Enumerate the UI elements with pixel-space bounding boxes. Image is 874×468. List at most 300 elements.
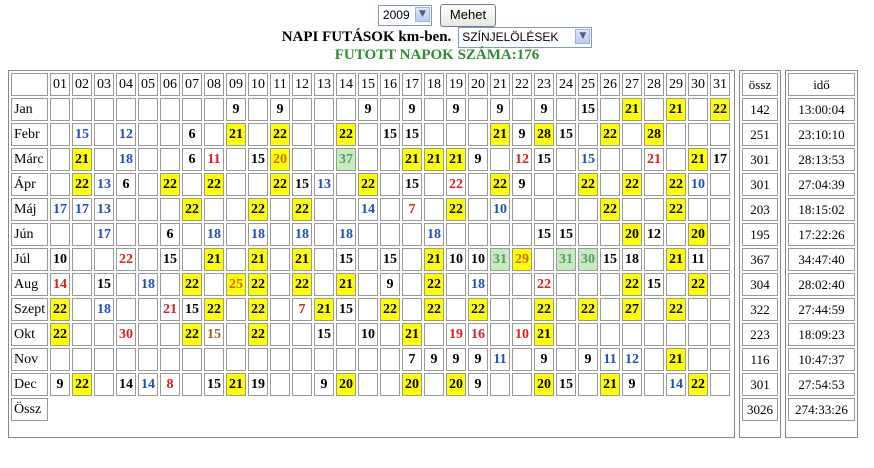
day-cell: 20 xyxy=(270,148,290,171)
day-header: 29 xyxy=(666,73,686,96)
month-row xyxy=(11,273,730,296)
day-cell: 20 xyxy=(446,373,466,396)
day-header: 26 xyxy=(600,73,620,96)
day-cell: 18 xyxy=(116,148,136,171)
day-cell: 15 xyxy=(556,223,576,246)
month-time: 27:54:53 xyxy=(788,373,855,396)
day-cell: 9 xyxy=(468,373,488,396)
day-cell xyxy=(578,373,598,396)
day-cell xyxy=(688,98,708,121)
day-cell: 9 xyxy=(226,98,246,121)
day-cell xyxy=(94,323,114,346)
day-cell: 16 xyxy=(468,323,488,346)
day-cell: 21 xyxy=(226,123,246,146)
day-cell xyxy=(358,373,378,396)
day-cell: 14 xyxy=(116,373,136,396)
day-cell xyxy=(182,248,202,271)
day-cell xyxy=(644,98,664,121)
day-cell: 22 xyxy=(666,173,686,196)
day-cell xyxy=(116,348,136,371)
page-title: NAPI FUTÁSOK km-ben. xyxy=(281,29,452,45)
day-cell xyxy=(468,198,488,221)
day-cell xyxy=(292,373,312,396)
mode-select[interactable] xyxy=(458,27,592,48)
day-cell xyxy=(270,223,290,246)
day-cell: 22 xyxy=(292,273,312,296)
day-cell xyxy=(600,273,620,296)
month-total: 251 xyxy=(742,123,778,146)
day-cell xyxy=(314,198,334,221)
day-cell xyxy=(490,273,510,296)
day-cell: 15 xyxy=(336,248,356,271)
day-cell: 10 xyxy=(446,248,466,271)
day-cell: 21 xyxy=(600,373,620,396)
day-cell: 30 xyxy=(116,323,136,346)
day-cell xyxy=(380,323,400,346)
day-cell xyxy=(644,298,664,321)
day-cell: 22 xyxy=(380,298,400,321)
day-cell: 22 xyxy=(446,173,466,196)
day-cell: 22 xyxy=(72,173,92,196)
day-cell: 22 xyxy=(182,323,202,346)
day-cell xyxy=(578,323,598,346)
day-cell: 21 xyxy=(490,123,510,146)
grand-time: 274:33:26 xyxy=(788,398,855,421)
day-cell: 21 xyxy=(666,98,686,121)
day-cell: 21 xyxy=(666,248,686,271)
day-cell xyxy=(94,148,114,171)
month-row xyxy=(11,348,730,371)
day-cell: 9 xyxy=(578,348,598,371)
day-cell: 22 xyxy=(424,298,444,321)
day-cell xyxy=(380,173,400,196)
day-header: 12 xyxy=(292,73,312,96)
day-cell xyxy=(270,348,290,371)
day-cell xyxy=(292,348,312,371)
month-row xyxy=(11,373,730,396)
day-cell: 9 xyxy=(446,98,466,121)
day-cell: 18 xyxy=(138,273,158,296)
month-name: Ápr xyxy=(11,173,48,196)
day-cell xyxy=(160,198,180,221)
day-cell xyxy=(248,98,268,121)
day-cell: 14 xyxy=(138,373,158,396)
day-cell xyxy=(600,98,620,121)
day-cell: 7 xyxy=(402,348,422,371)
day-cell: 15 xyxy=(72,123,92,146)
day-cell xyxy=(622,323,642,346)
day-cell xyxy=(270,323,290,346)
day-cell xyxy=(578,123,598,146)
day-cell: 17 xyxy=(72,198,92,221)
day-cell xyxy=(116,223,136,246)
day-cell: 18 xyxy=(204,223,224,246)
day-cell xyxy=(336,173,356,196)
day-cell: 9 xyxy=(380,273,400,296)
day-cell: 22 xyxy=(600,198,620,221)
day-cell xyxy=(314,223,334,246)
day-cell xyxy=(600,148,620,171)
go-button[interactable]: Mehet xyxy=(440,4,496,27)
day-cell xyxy=(490,373,510,396)
day-cell xyxy=(138,98,158,121)
day-cell: 7 xyxy=(402,198,422,221)
day-cell: 9 xyxy=(358,98,378,121)
day-cell xyxy=(94,123,114,146)
day-cell: 22 xyxy=(204,173,224,196)
day-cell xyxy=(534,248,554,271)
day-cell xyxy=(512,298,532,321)
day-cell xyxy=(336,348,356,371)
day-cell xyxy=(160,123,180,146)
day-header: 01 xyxy=(50,73,70,96)
month-name: Márc xyxy=(11,148,48,171)
day-cell: 12 xyxy=(512,148,532,171)
day-cell xyxy=(710,173,730,196)
day-cell: 17 xyxy=(710,148,730,171)
day-cell xyxy=(578,198,598,221)
day-cell xyxy=(468,123,488,146)
day-cell: 22 xyxy=(622,173,642,196)
day-cell xyxy=(204,273,224,296)
day-cell: 25 xyxy=(226,273,246,296)
day-header: 08 xyxy=(204,73,224,96)
day-cell: 21 xyxy=(314,298,334,321)
day-cell xyxy=(138,173,158,196)
day-cell: 15 xyxy=(556,373,576,396)
day-cell xyxy=(666,273,686,296)
day-cell xyxy=(226,198,246,221)
day-cell: 9 xyxy=(424,348,444,371)
day-cell: 20 xyxy=(534,373,554,396)
day-cell xyxy=(424,173,444,196)
day-cell xyxy=(160,323,180,346)
day-cell: 21 xyxy=(644,148,664,171)
day-cell: 9 xyxy=(534,98,554,121)
day-cell: 22 xyxy=(666,298,686,321)
day-cell: 9 xyxy=(490,98,510,121)
day-cell xyxy=(534,198,554,221)
day-header: 09 xyxy=(226,73,246,96)
day-header: 16 xyxy=(380,73,400,96)
day-cell: 27 xyxy=(622,298,642,321)
day-cell xyxy=(226,323,246,346)
day-header: 22 xyxy=(512,73,532,96)
day-cell: 15 xyxy=(314,323,334,346)
day-cell xyxy=(292,98,312,121)
day-cell xyxy=(182,173,202,196)
day-cell: 10 xyxy=(358,323,378,346)
day-cell: 22 xyxy=(578,173,598,196)
day-header: 18 xyxy=(424,73,444,96)
day-cell xyxy=(490,223,510,246)
day-cell: 22 xyxy=(666,198,686,221)
day-cell: 28 xyxy=(534,123,554,146)
day-cell xyxy=(314,123,334,146)
day-cell: 21 xyxy=(688,148,708,171)
day-cell xyxy=(72,323,92,346)
day-cell xyxy=(688,323,708,346)
day-cell xyxy=(314,248,334,271)
day-cell: 21 xyxy=(424,148,444,171)
day-cell xyxy=(226,173,246,196)
day-cell: 6 xyxy=(182,123,202,146)
month-time: 34:47:40 xyxy=(788,248,855,271)
day-cell: 22 xyxy=(182,273,202,296)
month-time: 23:10:10 xyxy=(788,123,855,146)
day-cell xyxy=(578,223,598,246)
month-name: Okt xyxy=(11,323,48,346)
month-name: Máj xyxy=(11,198,48,221)
day-cell: 13 xyxy=(314,173,334,196)
day-cell: 21 xyxy=(292,248,312,271)
day-cell: 13 xyxy=(94,198,114,221)
day-cell xyxy=(446,298,466,321)
day-cell: 37 xyxy=(336,148,356,171)
day-cell: 22 xyxy=(160,173,180,196)
daily-runs-table xyxy=(8,70,735,438)
day-cell xyxy=(468,173,488,196)
day-cell xyxy=(468,223,488,246)
day-cell xyxy=(710,323,730,346)
day-cell xyxy=(490,298,510,321)
day-cell: 20 xyxy=(688,223,708,246)
month-time: 27:44:59 xyxy=(788,298,855,321)
day-cell xyxy=(512,223,532,246)
day-cell: 9 xyxy=(50,373,70,396)
day-cell: 9 xyxy=(468,348,488,371)
day-cell: 22 xyxy=(534,273,554,296)
day-cell xyxy=(160,273,180,296)
day-cell: 20 xyxy=(402,373,422,396)
day-cell: 22 xyxy=(248,198,268,221)
day-cell: 15 xyxy=(578,98,598,121)
day-cell xyxy=(138,198,158,221)
day-cell xyxy=(160,148,180,171)
day-cell: 15 xyxy=(248,148,268,171)
day-cell xyxy=(336,323,356,346)
day-cell xyxy=(688,348,708,371)
day-cell: 7 xyxy=(292,298,312,321)
day-cell: 10 xyxy=(512,323,532,346)
day-header: 20 xyxy=(468,73,488,96)
month-time: 13:00:04 xyxy=(788,98,855,121)
day-cell xyxy=(72,98,92,121)
day-cell xyxy=(380,348,400,371)
day-cell: 22 xyxy=(358,173,378,196)
day-cell xyxy=(50,123,70,146)
day-cell xyxy=(358,348,378,371)
day-header: 05 xyxy=(138,73,158,96)
day-cell xyxy=(578,273,598,296)
day-cell xyxy=(314,348,334,371)
month-name: Júl xyxy=(11,248,48,271)
day-cell xyxy=(336,98,356,121)
day-cell: 22 xyxy=(600,123,620,146)
day-cell xyxy=(270,248,290,271)
day-cell: 15 xyxy=(600,248,620,271)
day-cell: 6 xyxy=(182,148,202,171)
month-time: 18:09:23 xyxy=(788,323,855,346)
day-cell: 11 xyxy=(688,248,708,271)
chevron-down-icon[interactable]: ▼ xyxy=(415,7,430,22)
day-cell xyxy=(226,148,246,171)
day-cell: 6 xyxy=(116,173,136,196)
day-cell xyxy=(138,223,158,246)
day-cell xyxy=(644,173,664,196)
day-cell xyxy=(226,348,246,371)
day-cell xyxy=(710,373,730,396)
day-cell xyxy=(710,298,730,321)
day-cell xyxy=(666,223,686,246)
day-header: 19 xyxy=(446,73,466,96)
day-cell xyxy=(226,223,246,246)
month-name: Nov xyxy=(11,348,48,371)
summary-row xyxy=(11,398,730,421)
day-cell: 22 xyxy=(204,298,224,321)
day-header: 02 xyxy=(72,73,92,96)
day-cell: 22 xyxy=(50,323,70,346)
day-cell xyxy=(424,198,444,221)
day-cell: 9 xyxy=(622,373,642,396)
day-cell: 17 xyxy=(94,223,114,246)
day-cell: 8 xyxy=(160,373,180,396)
day-cell: 15 xyxy=(336,298,356,321)
day-cell: 14 xyxy=(666,373,686,396)
day-cell xyxy=(182,373,202,396)
day-header: 11 xyxy=(270,73,290,96)
day-cell: 15 xyxy=(380,248,400,271)
day-cell xyxy=(94,348,114,371)
day-cell: 22 xyxy=(248,298,268,321)
day-cell xyxy=(710,123,730,146)
day-cell: 10 xyxy=(50,248,70,271)
day-header: 31 xyxy=(710,73,730,96)
day-cell xyxy=(160,348,180,371)
day-cell: 31 xyxy=(556,248,576,271)
summary-label: Össz xyxy=(11,398,48,421)
day-cell xyxy=(270,198,290,221)
total-header: össz xyxy=(742,73,778,96)
day-cell: 9 xyxy=(534,348,554,371)
day-cell xyxy=(72,273,92,296)
day-cell: 15 xyxy=(402,123,422,146)
day-header: 30 xyxy=(688,73,708,96)
day-cell xyxy=(50,173,70,196)
day-cell: 15 xyxy=(556,123,576,146)
day-cell: 22 xyxy=(468,298,488,321)
day-cell: 22 xyxy=(248,273,268,296)
day-cell xyxy=(402,273,422,296)
day-cell: 22 xyxy=(688,273,708,296)
day-cell xyxy=(644,323,664,346)
day-cell xyxy=(402,223,422,246)
year-select[interactable] xyxy=(378,5,432,26)
day-header: 24 xyxy=(556,73,576,96)
day-cell xyxy=(292,123,312,146)
month-total: 322 xyxy=(742,298,778,321)
day-cell: 29 xyxy=(512,248,532,271)
day-cell xyxy=(50,223,70,246)
day-cell xyxy=(138,298,158,321)
day-cell xyxy=(512,198,532,221)
day-cell: 22 xyxy=(490,173,510,196)
day-cell xyxy=(182,98,202,121)
month-row xyxy=(11,298,730,321)
day-cell xyxy=(270,298,290,321)
day-cell xyxy=(204,348,224,371)
day-cell xyxy=(424,323,444,346)
day-cell: 15 xyxy=(380,123,400,146)
day-cell xyxy=(402,248,422,271)
day-cell: 21 xyxy=(622,98,642,121)
day-cell xyxy=(424,98,444,121)
day-cell: 13 xyxy=(94,173,114,196)
monthly-time-table xyxy=(785,70,858,438)
day-cell: 21 xyxy=(160,298,180,321)
day-cell xyxy=(380,373,400,396)
day-header: 03 xyxy=(94,73,114,96)
day-cell xyxy=(270,273,290,296)
day-cell xyxy=(688,198,708,221)
day-cell xyxy=(116,98,136,121)
day-cell: 22 xyxy=(182,198,202,221)
day-header: 23 xyxy=(534,73,554,96)
day-cell: 12 xyxy=(644,223,664,246)
day-cell xyxy=(710,348,730,371)
day-cell: 21 xyxy=(226,373,246,396)
day-cell xyxy=(182,348,202,371)
day-header: 13 xyxy=(314,73,334,96)
day-cell xyxy=(710,273,730,296)
day-cell: 30 xyxy=(578,248,598,271)
month-time: 28:02:40 xyxy=(788,273,855,296)
day-cell xyxy=(600,223,620,246)
month-total: 223 xyxy=(742,323,778,346)
day-cell: 21 xyxy=(402,323,422,346)
day-cell xyxy=(336,198,356,221)
month-total: 301 xyxy=(742,373,778,396)
corner-cell xyxy=(11,73,48,96)
month-total: 301 xyxy=(742,148,778,171)
month-time: 28:13:53 xyxy=(788,148,855,171)
day-cell xyxy=(622,148,642,171)
day-cell: 11 xyxy=(490,348,510,371)
day-cell xyxy=(314,273,334,296)
day-cell xyxy=(446,273,466,296)
day-cell: 15 xyxy=(292,173,312,196)
day-cell xyxy=(50,148,70,171)
day-cell xyxy=(204,198,224,221)
day-cell xyxy=(710,223,730,246)
day-header: 06 xyxy=(160,73,180,96)
day-header: 27 xyxy=(622,73,642,96)
day-cell xyxy=(600,323,620,346)
day-cell: 9 xyxy=(468,148,488,171)
month-row xyxy=(11,198,730,221)
day-cell: 22 xyxy=(688,373,708,396)
month-total: 301 xyxy=(742,173,778,196)
day-cell: 22 xyxy=(248,323,268,346)
day-cell: 10 xyxy=(688,173,708,196)
year-select-value: 2009 xyxy=(382,8,410,22)
day-cell xyxy=(424,373,444,396)
day-cell xyxy=(600,173,620,196)
day-header: 25 xyxy=(578,73,598,96)
chevron-down-icon[interactable]: ▼ xyxy=(575,29,590,44)
day-cell xyxy=(292,323,312,346)
day-cell xyxy=(72,348,92,371)
